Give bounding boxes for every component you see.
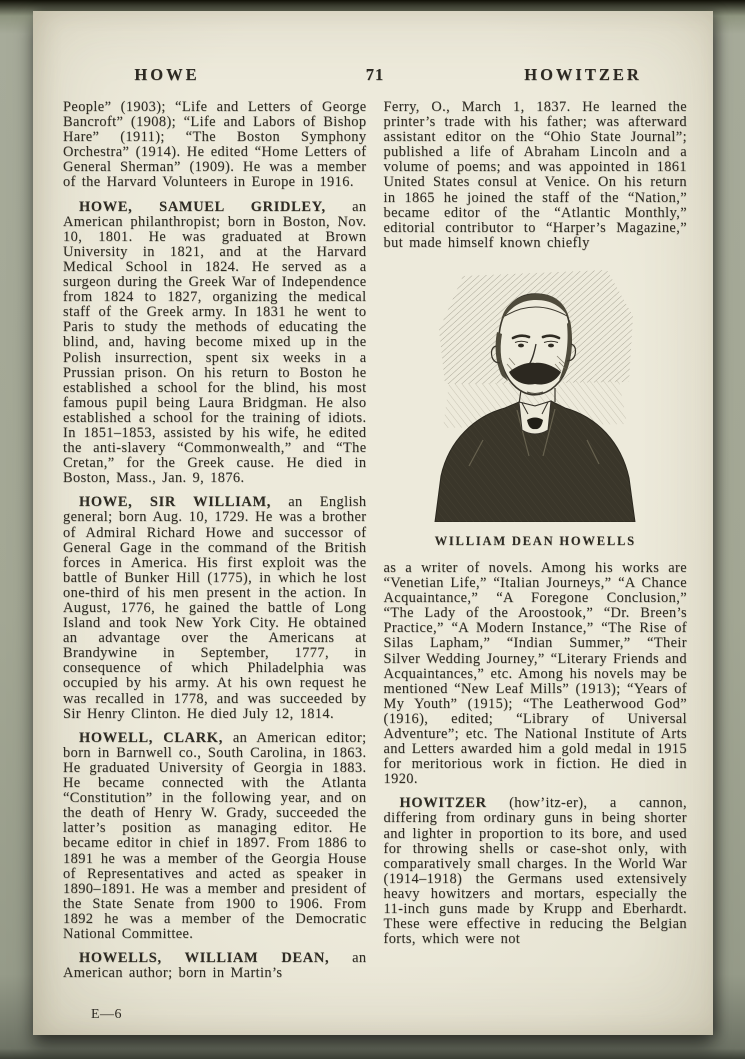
entry-continuation-people xyxy=(63,100,367,191)
entry-headword: HOWE, SIR WILLIAM, xyxy=(79,494,272,511)
entry-text: (how’itz-er), a cannon, differing from ordinary guns in being shorter and lighter in proportion to its bore, and used for throwing shells or case-shot only, with comparatively small charges. In the World War (1914–1918) the Germans used extensively heavy howitzers and mortars, especially the 11-inch guns made by Krupp and Eberhardt. These were effective in reducing the Belgian forts, which were not xyxy=(383,795,687,948)
entry-text: as a writer of novels. Among his works are “Venetian Life,” “Italian Journeys,” “A Chance Acquaintance,” “A Foregone Conclusion,” “The Lady of the Aroostook,” “Dr. Breen’s Practice,” “A Modern Instance,” “The Rise of Silas Lapham,” “Indian Summer,” “Their Silver Wedding Journey,” “Literary Friends and Acquaintances,” etc. Among his novels may be mentioned “New Leaf Mills” (1913); “Years of My Youth” (1915); “The Leatherwood God” (1916), edited; “Library of Universal Adventure”; etc. The National Institute of Arts and Letters awarded him a gold medal in 1915 for meritorious work in fiction. He died in 1920. xyxy=(383,559,687,788)
book-page xyxy=(33,11,713,1035)
figure-caption: WILLIAM DEAN HOWELLS xyxy=(434,533,636,548)
signature-mark: E—6 xyxy=(91,1007,123,1022)
entry-howitzer xyxy=(384,796,688,947)
page-number: 71 xyxy=(365,65,385,84)
running-title-right: HOWITZER xyxy=(524,65,642,84)
entry-howe-sir-william xyxy=(63,495,367,721)
entry-text: People” (1903); “Life and Letters of George Bancroft” (1908); “Life and Labors of Bishop Hare” (1911); “The Boston Symphony Orchestra” (1914). He edited “Home Letters of General Sherman” (1909). He was a member of the Harvard Volunteers in Europe in 1916. xyxy=(63,99,367,191)
entry-headword: HOWE, SAMUEL GRIDLEY, xyxy=(79,198,326,215)
entry-headword: HOWELL, CLARK, xyxy=(79,729,224,746)
text-columns xyxy=(63,100,687,981)
entry-headword: HOWELLS, WILLIAM DEAN, xyxy=(79,950,330,967)
entry-howells-works xyxy=(384,561,688,787)
running-header xyxy=(63,65,687,85)
right-column xyxy=(384,100,688,981)
left-column xyxy=(63,100,367,981)
portrait-sketch xyxy=(409,264,661,522)
portrait-figure xyxy=(384,264,688,549)
entry-text: an American editor; born in Barnwell co., South Carolina, in 1863. He graduated University of Georgia in 1883. He became connected with the Atlanta “Constitution” in the following year, and on the death of Henry W. Grady, succeeded the latter’s position as managing editor. He became editor in chief in 1897. From 1886 to 1891 he was a member of the Georgia House of Representatives and acted as speaker in 1890–1891. He was a member and president of the State Senate from 1900 to 1906. From 1892 he was a member of the Democratic National Committee. xyxy=(63,729,367,942)
entry-text: an English general; born Aug. 10, 1729. He was a brother of Admiral Richard Howe and successor of General Gage in the command of the British forces in America. His first exploit was the battle of Bunker Hill (1775), in which he lost one-third of his men present in the action. In August, 1776, he gained the battle of Long Island and took New York City. He obtained an advantage over the Americans at Brandywine in September, 1777, in consequence of which Philadelphia was occupied by his army. At his own request he was recalled in 1778, and was succeeded by Sir Henry Clinton. He died July 12, 1814. xyxy=(63,494,367,722)
entry-text: an American author; born in Martin’s xyxy=(63,950,367,982)
portrait-illustration xyxy=(384,264,688,522)
entry-headword: HOWITZER xyxy=(399,795,487,812)
running-title-left: HOWE xyxy=(134,65,200,84)
entry-howe-samuel-gridley xyxy=(63,200,367,487)
entry-continuation-howells xyxy=(384,100,688,251)
entry-text: an American philanthropist; born in Boston, Nov. 10, 1801. He was graduated at Brown University in 1821, and at the Harvard Medical School in 1824. He served as a surgeon during the Greek War of Independence from 1824 to 1827, organizing the medical staff of the Greek army. In 1831 he went to Paris to study the methods of educating the blind, and, having become mixed up in the Polish insurrection, spent six weeks in a Prussian prison. On his return to Boston he established a school for the blind, his most famous pupil being Laura Bridgman. He also established a school for the training of idiots. In 1851–1853, assisted by his wife, he edited the anti-slavery “Commonwealth,” and “The Cretan,” for the Greek cause. He died in Boston, Mass., Jan. 9, 1876. xyxy=(63,198,367,487)
entry-howells-william-dean xyxy=(63,951,367,981)
entry-howell-clark xyxy=(63,731,367,942)
entry-text: Ferry, O., March 1, 1837. He learned the printer’s trade with his father; was afterward assistant editor on the “Ohio State Journal”; published a life of Abraham Lincoln and a volume of poems; and was appointed in 1861 United States consul at Venice. On his return in 1865 he joined the staff of the “Nation,” became editor of the “Atlantic Monthly,” editorial contributor to “Harper’s Magazine,” but made himself known chiefly xyxy=(383,99,687,251)
